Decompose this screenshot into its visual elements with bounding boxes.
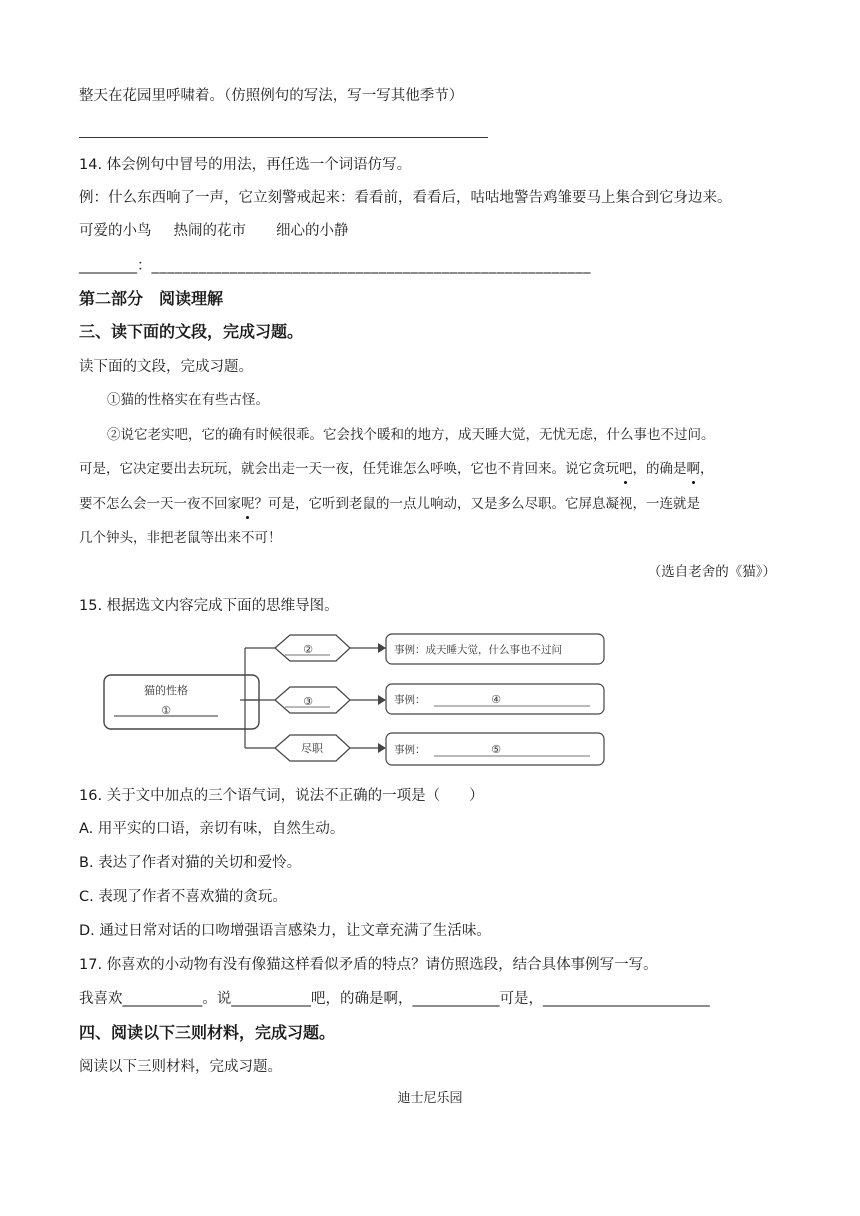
mind-map-branch-label: ③ <box>303 695 313 708</box>
passage-text: ， <box>700 461 714 477</box>
q16-option-d[interactable]: D. 通过日常对话的口吻增强语言感染力，让文章充满了生活味。 <box>79 923 491 939</box>
passage-text: 要不怎么会一天一夜不回家 <box>79 496 241 512</box>
q14-answer-line[interactable] <box>79 256 591 276</box>
mind-map-example-blank: ⑤ <box>491 743 501 756</box>
mind-map-branch-label: ② <box>303 643 313 656</box>
q17-title: 17. 你喜欢的小动物有没有像猫这样看似矛盾的特点？请仿照选段，结合具体事例写一写。 <box>79 957 658 973</box>
q14-option: 热闹的花市 <box>173 223 246 239</box>
q13-answer-line[interactable] <box>79 137 488 138</box>
q17-fill-line[interactable]: 我喜欢___________。说___________吧，的确是啊，____________可是，_______________________ <box>79 991 710 1007</box>
section4-heading: 四、阅读以下三则材料，完成习题。 <box>79 1023 336 1042</box>
mind-map-arrowhead <box>378 643 386 653</box>
mind-map <box>100 628 610 774</box>
q14-option: 可爱的小鸟 <box>79 223 152 239</box>
q14-answer-blank[interactable]: ________________________________________________________ <box>151 258 592 274</box>
mind-map-example-text: 事例： <box>394 694 426 706</box>
mind-map-root-title: 猫的性格 <box>144 684 188 697</box>
section3-heading: 三、读下面的文段，完成习题。 <box>79 322 304 341</box>
mind-map-root-blank: ① <box>161 704 171 717</box>
dotted-particle: 吧 <box>619 461 633 477</box>
passage-p1: ①猫的性格实在有些古怪。 <box>107 392 269 408</box>
q14-example: 例：什么东西响了一声，它立刻警戒起来：看看前，看看后，咕咕地警告鸡雏要马上集合到它身边来。 <box>79 190 732 206</box>
q14-answer-prefix: ________： <box>79 258 152 274</box>
q16-option-c[interactable]: C. 表现了作者不喜欢猫的贪玩。 <box>79 889 287 905</box>
mind-map-example-text: 事例：成天睡大觉，什么事也不过问 <box>394 644 562 656</box>
dotted-particle: 啊 <box>686 461 700 477</box>
q14-option: 细心的小静 <box>276 223 349 239</box>
section3-intro: 读下面的文段，完成习题。 <box>79 359 253 375</box>
mind-map-example-blank: ④ <box>491 693 501 706</box>
passage-p2-line1: ②说它老实吧，它的确有时候很乖。它会找个暖和的地方，成天睡大觉，无忧无虑，什么事也不过问。 <box>107 427 715 443</box>
q14-title: 14. 体会例句中冒号的用法，再任选一个词语仿写。 <box>79 157 412 173</box>
q16-option-a[interactable]: A. 用平实的口语，亲切有味，自然生动。 <box>79 821 345 837</box>
q14-options <box>79 221 349 241</box>
passage-source: （选自老舍的《猫》） <box>647 564 776 580</box>
mind-map-arrowhead <box>378 743 386 753</box>
q16-option-b[interactable]: B. 表达了作者对猫的关切和爱怜。 <box>79 855 302 871</box>
part2-title: 第二部分 阅读理解 <box>79 289 224 308</box>
q13-text: 整天在花园里呼啸着。（仿照例句的写法，写一写其他季节） <box>79 88 464 104</box>
passage-p2-line4: 几个钟头，非把老鼠等出来不可！ <box>79 530 282 546</box>
mind-map-example-text: 事例： <box>394 744 426 756</box>
q15-title: 15. 根据选文内容完成下面的思维导图。 <box>79 598 339 614</box>
passage-p2-line3 <box>79 494 700 514</box>
q16-title: 16. 关于文中加点的三个语气词，说法不正确的一项是（ ） <box>79 788 484 804</box>
passage-p2-line2 <box>79 459 714 479</box>
section4-intro: 阅读以下三则材料，完成习题。 <box>79 1059 282 1075</box>
dotted-particle: 呢 <box>241 496 255 512</box>
passage-text: 可是，它决定要出去玩玩，就会出走一天一夜，任凭谁怎么呼唤，它也不肯回来。说它贪玩 <box>79 461 619 477</box>
mind-map-arrowhead <box>378 695 386 705</box>
mind-map-branch-label: 尽职 <box>301 742 323 755</box>
passage-text: ，的确是 <box>632 461 687 477</box>
passage-text: ？可是，它听到老鼠的一点儿响动，又是多么尽职。它屏息凝视，一连就是 <box>254 496 700 512</box>
material-title: 迪士尼乐园 <box>397 1091 463 1106</box>
